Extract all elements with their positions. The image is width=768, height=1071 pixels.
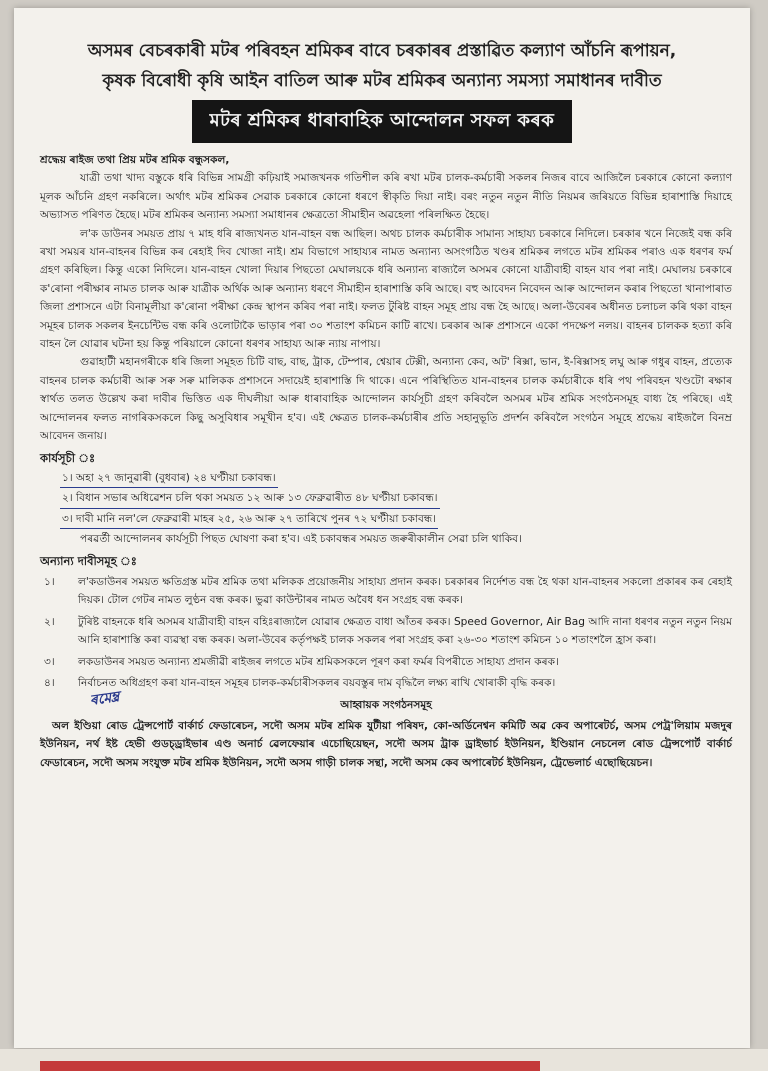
program-heading: কাৰ্যসূচী ঃ <box>40 450 96 465</box>
demand-text: লকডাউনৰ সময়ত অন্যান্য শ্ৰমজীৱী ৰাইজৰ লগতে মটৰ শ্ৰমিকসকলে পূৰণ কৰা ফৰ্মৰ বিপৰীতে সাহায্য প্ৰদান কৰক। <box>78 655 559 668</box>
demand-text: নিৰ্বাচনত অধিগ্ৰহণ কৰা যান-বাহন সমূহৰ চালক-কৰ্মচাৰীসকলৰ বয়বস্তুৰ দাম বৃদ্ধিলৈ লক্ষ্য ৰাখি খোৰাকী বৃদ্ধি কৰক। <box>78 676 556 689</box>
demands-list <box>40 573 732 692</box>
demand-item <box>40 613 732 650</box>
demand-text: টুৰিষ্ট বাহনকে ধৰি অসমৰ যাত্ৰীবাহী বাহন বহিঃৰাজ্যলৈ যোৱাৰ ক্ষেত্ৰত বাধা আঁতৰ কৰক। Speed Governor, Air Bag আদি নানা ধৰণৰ নতুন নতুন নিয়ম আনি হাৰাশাস্তি কৰা ব্যৱস্থা বন্ধ কৰক। অলা-উবেৰ কৰ্তৃপক্ষই চালক সকলৰ পৰা সংগ্ৰহ কৰা ২৬-৩০ শতাংশ কমিচন ১০ শতাংশলৈ হ্ৰাস কৰা। <box>78 615 732 647</box>
leaflet-title <box>24 36 740 96</box>
headline-banner: মটৰ শ্ৰমিকৰ ধাৰাবাহিক আন্দোলন সফল কৰক <box>192 100 573 143</box>
organizers-list: অল ইণ্ডিয়া ৰোড ট্ৰেন্সপোৰ্ট বাৰ্কাৰ্চ ফেডাৰেচন, সদৌ অসম মটৰ শ্ৰমিক যুটীয়া পৰিষদ, কো-অৰ্ডিনেশ্বন কমিটি অৱ কেব অপাৰেটৰ্চ, অসম পেট্ৰ'লিয়াম মজদুৰ ইউনিয়ন, নৰ্থ ইষ্ট হেভী গুডচ্‌ড্ৰাইভাৰ এণ্ড অনাৰ্চ ৱেলফেয়াৰ এচোছিয়েছন, সদৌ অসম ট্ৰাক ড্ৰাইভাৰ্চ ইউনিয়ন, ইণ্ডিয়ান নেচনেল ৰোড ট্ৰেন্সপোৰ্ট বাৰ্কাৰ্চ ফেডাৰেচন, সদৌ অসম সংযুক্ত মটৰ শ্ৰমিক ইউনিয়ন, সদৌ অসম গাড়ী চালক সন্থা, সদৌ অসম কেব অপাৰেটৰ্চ ইউনিয়ন, ট্ৰেভেলাৰ্চ এছোছিয়েচন। <box>40 719 732 769</box>
demand-item <box>40 653 732 671</box>
demand-number: ২। <box>44 615 55 628</box>
program-item: ৩। দাবী মানি নল'লে ফেব্ৰুৱাৰী মাহৰ ২৫, ২৬ আৰু ২৭ তাৰিখে পুনৰ ৭২ ঘণ্টীয়া চকাবন্ধ। <box>60 510 438 529</box>
red-cloth-edge <box>40 1061 540 1071</box>
organizers-heading-row <box>40 689 732 714</box>
demand-item <box>40 674 732 692</box>
handwritten-signature: ৰমেম্ব্ৰ <box>89 689 121 710</box>
salutation: শ্ৰদ্ধেয় ৰাইজ তথা প্ৰিয় মটৰ শ্ৰমিক বন্ধুসকল, <box>40 154 230 166</box>
program-note: পৰৱৰ্তী আন্দোলনৰ কাৰ্যসূচী পিছত ঘোষণা কৰা হ'ব। এই চকাবন্ধৰ সময়ত জৰুৰীকালীন সেৱা চলি থাকিব। <box>80 533 522 546</box>
demand-number: ৩। <box>44 655 55 668</box>
title-line-1: অসমৰ বেচৰকাৰী মটৰ পৰিবহন শ্ৰমিকৰ বাবে চৰকাৰৰ প্ৰস্তাৱিত কল্যাণ আঁচনি ৰূপায়ন, <box>87 41 677 61</box>
demand-text: ল'কডাউনৰ সময়ত ক্ষতিগ্ৰস্ত মটৰ শ্ৰমিক তথা মলিকক প্ৰয়োজনীয় সাহায্য প্ৰদান কৰক। চৰকাৰৰ নিৰ্দেশত বন্ধ হৈ থকা যান-বাহনৰ সকলো প্ৰকাৰৰ কৰ ৰেহাই দিয়ক। টোল গেটৰ নামত লুণ্ঠন বন্ধ কৰক। ভুৱা কাউন্টাৰৰ নামত অবৈধ ধন সংগ্ৰহ বন্ধ কৰক। <box>78 575 732 607</box>
paragraph-2: ল'ক ডাউনৰ সময়ত প্ৰায় ৭ মাহ ধৰি ৰাজ্যখনত যান-বাহন বন্ধ আছিল। অথচ চালক কৰ্মচাৰীক সামান্য সাহায্য চৰকাৰে নিদিলে। চৰকাৰ খনে নিজেই বন্ধ কৰি ৰখা সময়ৰ যান-বাহনৰ বিভিন্ন কৰ ৰেহাই দিব খোজা নাই। শ্ৰম বিভাগে সাহায্যৰ নামত অন্যান্য অসংগঠিত খণ্ডৰ শ্ৰমিকৰ লগতে মটৰ শ্ৰমিকৰ পৰাও এক ধৰণৰ ফৰ্ম গ্ৰহণ কৰিছিল। কিন্তু একো নিদিলে। যান-বাহন খোলা দিয়াৰ পিছতো মেঘালয়কে ধৰি অন্যান্য ৰাজ্যলৈ অসমৰ কোনো যাত্ৰীবাহী বাহন যাব পৰা নাই। মেঘালয় চৰকাৰে ক'ৰোনা পৰীক্ষাৰ নামত চালক আৰু যাত্ৰীক অৰ্থিক আৰু অন্যান্য ধৰণে সীমাহীন হাৰাশাস্তি কৰি আছে। বহু আবেদন নিবেদন আৰু আন্দোলন কৰাৰ পিছতো খানাপাৰাত জিলা প্ৰশাসনে এটা বিনামূলীয়া ক'ৰোনা পৰীক্ষা কেন্দ্ৰ স্থাপন কৰিব পৰা নাই। ফলত টুৰিষ্ট বাহন সমূহ প্ৰায় বন্ধ হৈ আছে। অলা-উবেৰৰ অধীনত চলাচল কৰি থকা বাহন সমূহৰ চালক সকলৰ ইনচেন্টিভ বন্ধ কৰি ওলোটাকৈ ভাড়াৰ পৰা ৩০ শতাংশ কমিচন কাটি ৰাখে। চৰকাৰ আৰু প্ৰশাসনে একো পদক্ষেপ নলয়। বাহনৰ চালকক হত্যা কৰি বাহন লৈ যোৱাৰ ঘটনা হয় কিন্তু পৰিয়ালে কোনো ধৰণৰ সাহায্য আৰু ন্যায় নাপায়। <box>40 227 732 351</box>
program-item: ১। অহা ২৭ জানুৱাৰী (বুধবাৰ) ২৪ ঘণ্টীয়া চকাবন্ধ। <box>60 469 278 488</box>
leaflet-body <box>14 151 750 772</box>
title-line-2: কৃষক বিৰোধী কৃষি আইন বাতিল আৰু মটৰ শ্ৰমিকৰ অন্যান্য সমস্যা সমাধানৰ দাবীত <box>102 71 662 91</box>
leaflet-page <box>14 8 750 1048</box>
program-item: ২। বিধান সভাৰ অধিৱেশন চলি থকা সময়ত ১২ আৰু ১৩ ফেব্ৰুৱাৰীত ৪৮ ঘণ্টীয়া চকাবন্ধ। <box>60 489 440 508</box>
paragraph-1: যাত্ৰী তথা খাদ্য বস্তুকে ধৰি বিভিন্ন সামগ্ৰী কঢ়িয়াই সমাজখনক গতিশীল কৰি ৰখা মটৰ চালক-কৰ্মচাৰী সকলৰ নিজৰ বাবে আজিলৈ চৰকাৰে কোনো কল্যাণ মূলক আঁচনি গ্ৰহণ নকৰিলে। অৰ্থাৎ মটৰ শ্ৰমিকৰ সেৱাক চৰকাৰে কোনো ধৰণে স্বীকৃতি দিয়া নাই। বৰং নতুন নতুন নীতি নিয়মৰ জৰিয়তে বিভিন্ন হাৰাশাস্তি দিয়াহে অভ্যাসত পৰিণত হৈছে। মটৰ শ্ৰমিকৰ অন্যান্য সমস্যা সমাধানৰ ক্ষেত্ৰতো সীমাহীন অৱহেলা পৰিলক্ষিত হৈছে। <box>40 172 732 222</box>
organizers-heading: আহ্বায়ক সংগঠনসমূহ <box>340 699 432 712</box>
program-list <box>60 469 732 530</box>
demand-number: ১। <box>44 575 55 588</box>
demands-heading: অন্যান্য দাবীসমূহ ঃ <box>40 553 137 568</box>
table-surface-strip <box>0 1049 768 1071</box>
demand-item <box>40 573 732 610</box>
paragraph-3: গুৱাহাটী মহানগৰীকে ধৰি জিলা সমূহত চিটি বাছ, বাছ, ট্ৰাক, টেম্পাৰ, শ্বেয়াৰ টেক্সী, অন্যান্য কেব, অট' ৰিক্সা, ভান, ই-ৰিক্সাসহ লঘু আৰু গধুৰ বাহন, প্ৰত্যেক বাহনৰ চালক কৰ্মচাৰী আৰু সৰু সৰু মালিকক প্ৰশাসনে সদায়েই হাৰাশাস্তি দি থাকে। এনে পৰিস্থিতিত যান-বাহনৰ চালক কৰ্মচাৰীকে ধৰি পথ পৰিবহন খণ্ডটো ৰক্ষাৰ স্বাৰ্থত তলত উল্লেখ কৰা দাবীৰ ভিত্তিত এক দীঘলীয়া আৰু ধাৰাবাহিক আন্দোলন কাৰ্যসূচী গ্ৰহণ কৰিবলৈ অসমৰ মটৰ শ্ৰমিক সংগঠনসমূহ বাধ্য হৈ পৰিছে। এই আন্দোলনৰ ফলত নাগৰিকসকলে কিছু অসুবিধাৰ সমূখীন হ'ব। এই ক্ষেত্ৰত চালক-কৰ্মচাৰীৰ প্ৰতি সহানুভূতি প্ৰদৰ্শন কৰিবলৈ সংগঠন সমূহে শ্ৰদ্ধেয় ৰাইজলৈ বিনম্ৰ আবেদন জনায়। <box>40 356 732 443</box>
demand-number: ৪। <box>44 676 55 689</box>
